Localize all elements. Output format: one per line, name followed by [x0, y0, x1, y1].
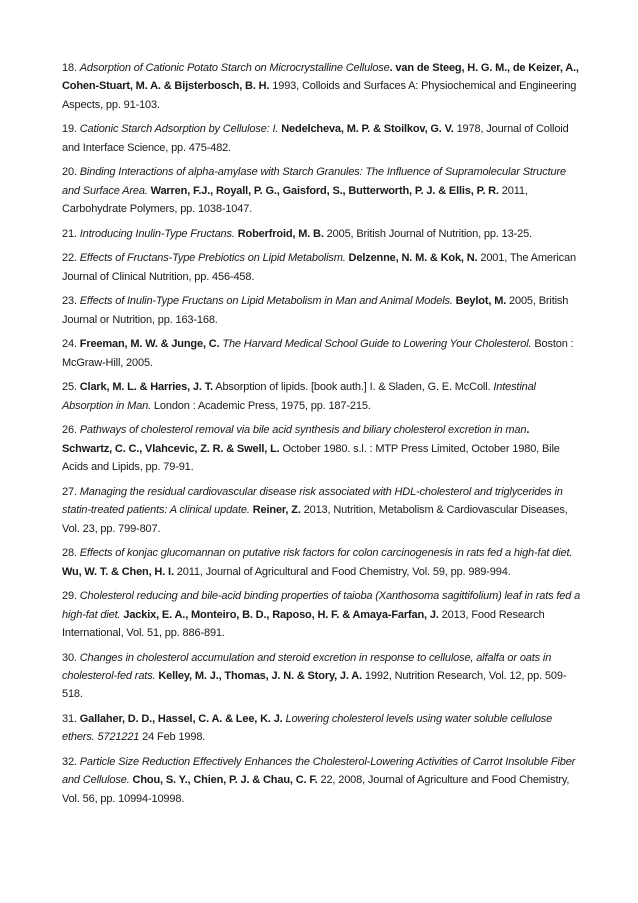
reference-text: 30. [62, 651, 80, 664]
reference-authors: Gallaher, D. D., Hassel, C. A. & Lee, K. J. [79, 713, 283, 726]
reference-entry [62, 120, 582, 157]
reference-entry [62, 163, 582, 218]
reference-title: Particle Size Reduction Effectively Enhances the Cholesterol-Lowering Activities of Carrot Insoluble Fiber and Cellulose. [62, 756, 576, 787]
reference-entry [62, 335, 582, 372]
reference-title: Introducing Inulin-Type Fructans. [79, 227, 235, 240]
reference-text: 2011, Carbohydrate Polymers, pp. 1038-1047. [62, 184, 528, 216]
reference-text: 29. [62, 590, 80, 603]
reference-authors: Beylot, M. [452, 295, 507, 308]
reference-text: 21. [62, 227, 80, 240]
reference-text: 2013, Nutrition, Metabolism & Cardiovascular Diseases, Vol. 23, pp. 799-807. [62, 504, 568, 535]
reference-title: Cationic Starch Adsorption by Cellulose: I. [79, 123, 279, 136]
reference-authors: Kelley, M. J., Thomas, J. N. & Story, J. A. [155, 670, 362, 683]
reference-text: 20. [62, 166, 80, 179]
reference-text: October 1980. s.l. : MTP Press Limited, October 1980, Bile Acids and Lipids, pp. 79-91. [62, 442, 560, 474]
reference-authors: Delzenne, N. M. & Kok, N. [345, 252, 478, 265]
reference-text: 2013, Food Research International, Vol. 51, pp. 886-891. [62, 608, 545, 640]
reference-authors: Jackix, E. A., Monteiro, B. D., Raposo, H. F. & Amaya-Farfan, J. [120, 608, 439, 621]
reference-entry [62, 421, 582, 476]
reference-text: 24. [62, 338, 80, 351]
reference-text: 2005, British Journal or Nutrition, pp. 163-168. [62, 295, 569, 326]
reference-text: 2001, The American Journal of Clinical Nutrition, pp. 456-458. [62, 252, 576, 283]
reference-text: 24 Feb 1998. [139, 731, 206, 744]
reference-title: Pathways of cholesterol removal via bile acid synthesis and biliary cholesterol excretion in man [79, 424, 527, 437]
reference-title: Binding Interactions of alpha-amylase with Starch Granules: The Influence of Supramolecular Structure and Surface Area. [62, 166, 566, 197]
reference-entry [62, 483, 582, 538]
reference-text: Boston : McGraw-Hill, 2005. [62, 338, 574, 369]
reference-title: Effects of Inulin-Type Fructans on Lipid Metabolism in Man and Animal Models. [79, 295, 453, 308]
reference-entry [62, 649, 582, 704]
reference-text: 27. [62, 485, 80, 498]
reference-text: 31. [62, 713, 80, 726]
reference-text: 25. [62, 381, 80, 394]
reference-text: 18. [62, 62, 80, 74]
reference-title: The Harvard Medical School Guide to Lowering Your Cholesterol. [222, 338, 532, 351]
reference-text: 1978, Journal of Colloid and Interface Science, pp. 475-482. [62, 123, 569, 154]
reference-title: Lowering cholesterol levels using water soluble cellulose ethers. 5721221 [62, 713, 553, 744]
reference-text: 2011, Journal of Agricultural and Food Chemistry, Vol. 59, pp. 989-994. [173, 565, 511, 578]
reference-entry [62, 710, 582, 747]
reference-text: 2005, British Journal of Nutrition, pp. 13-25. [323, 227, 532, 240]
reference-title: Adsorption of Cationic Potato Starch on Microcrystalline Cellulose [79, 62, 390, 74]
reference-entry [62, 544, 582, 581]
reference-text: 1992, Nutrition Research, Vol. 12, pp. 509-518. [62, 670, 567, 701]
reference-authors: Nedelcheva, M. P. & Stoilkov, G. V. [278, 123, 454, 136]
reference-text: 26. [62, 424, 80, 437]
reference-authors: Reiner, Z. [249, 504, 301, 517]
reference-title: Effects of Fructans-Type Prebiotics on Lipid Metabolism. [79, 252, 346, 265]
reference-title: Effects of konjac glucomannan on putative risk factors for colon carcinogenesis in rats fed a high-fat diet. [79, 547, 573, 560]
reference-entry [62, 225, 582, 243]
reference-text: 22, 2008, Journal of Agriculture and Food Chemistry, Vol. 56, pp. 10994-10998. [62, 774, 570, 805]
reference-text: 1993, Colloids and Surfaces A: Physiochemical and Engineering Aspects, pp. 91-103. [62, 80, 577, 111]
reference-authors: Clark, M. L. & Harries, J. T. [79, 381, 213, 394]
reference-entry [62, 378, 582, 415]
reference-text: 28. [62, 547, 80, 560]
reference-title: Changes in cholesterol accumulation and steroid excretion in response to cellulose, alfalfa or oats in cholesterol-fed rats. [62, 651, 552, 683]
reference-entry [62, 59, 582, 114]
reference-authors: . van de Steeg, H. G. M., de Keizer, A., Cohen-Stuart, M. A. & Bijsterbosch, B. H. [62, 62, 579, 93]
reference-text: Absorption of lipids. [book auth.] I. & Sladen, G. E. McColl. [212, 381, 494, 394]
reference-authors: Chou, S. Y., Chien, P. J. & Chau, C. F. [129, 774, 318, 787]
reference-authors: Freeman, M. W. & Junge, C. [79, 338, 220, 351]
reference-entry [62, 753, 582, 808]
reference-title: Intestinal Absorption in Man. [62, 381, 536, 412]
reference-authors: . Schwartz, C. C., Vlahcevic, Z. R. & Swell, L. [62, 424, 530, 455]
reference-authors: Warren, F.J., Royall, P. G., Gaisford, S., Butterworth, P. J. & Ellis, P. R. [147, 184, 499, 197]
reference-entry [62, 292, 582, 329]
reference-entry [62, 587, 582, 642]
reference-title: Cholesterol reducing and bile-acid binding properties of taioba (Xanthosoma sagittifolium) leaf in rats fed a high-fat diet. [62, 590, 581, 621]
reference-authors: Wu, W. T. & Chen, H. I. [62, 565, 174, 578]
reference-entry [62, 249, 582, 286]
reference-text: 32. [62, 756, 80, 769]
reference-text: 23. [62, 295, 80, 308]
reference-title: Managing the residual cardiovascular disease risk associated with HDL-cholesterol and triglycerides in statin-treated patients: A clinical update. [62, 485, 563, 517]
reference-text: 19. [62, 123, 80, 136]
reference-text: London : Academic Press, 1975, pp. 187-215. [151, 399, 371, 412]
reference-authors: Roberfroid, M. B. [234, 227, 324, 240]
reference-text: 22. [62, 252, 80, 265]
reference-list [62, 59, 582, 814]
